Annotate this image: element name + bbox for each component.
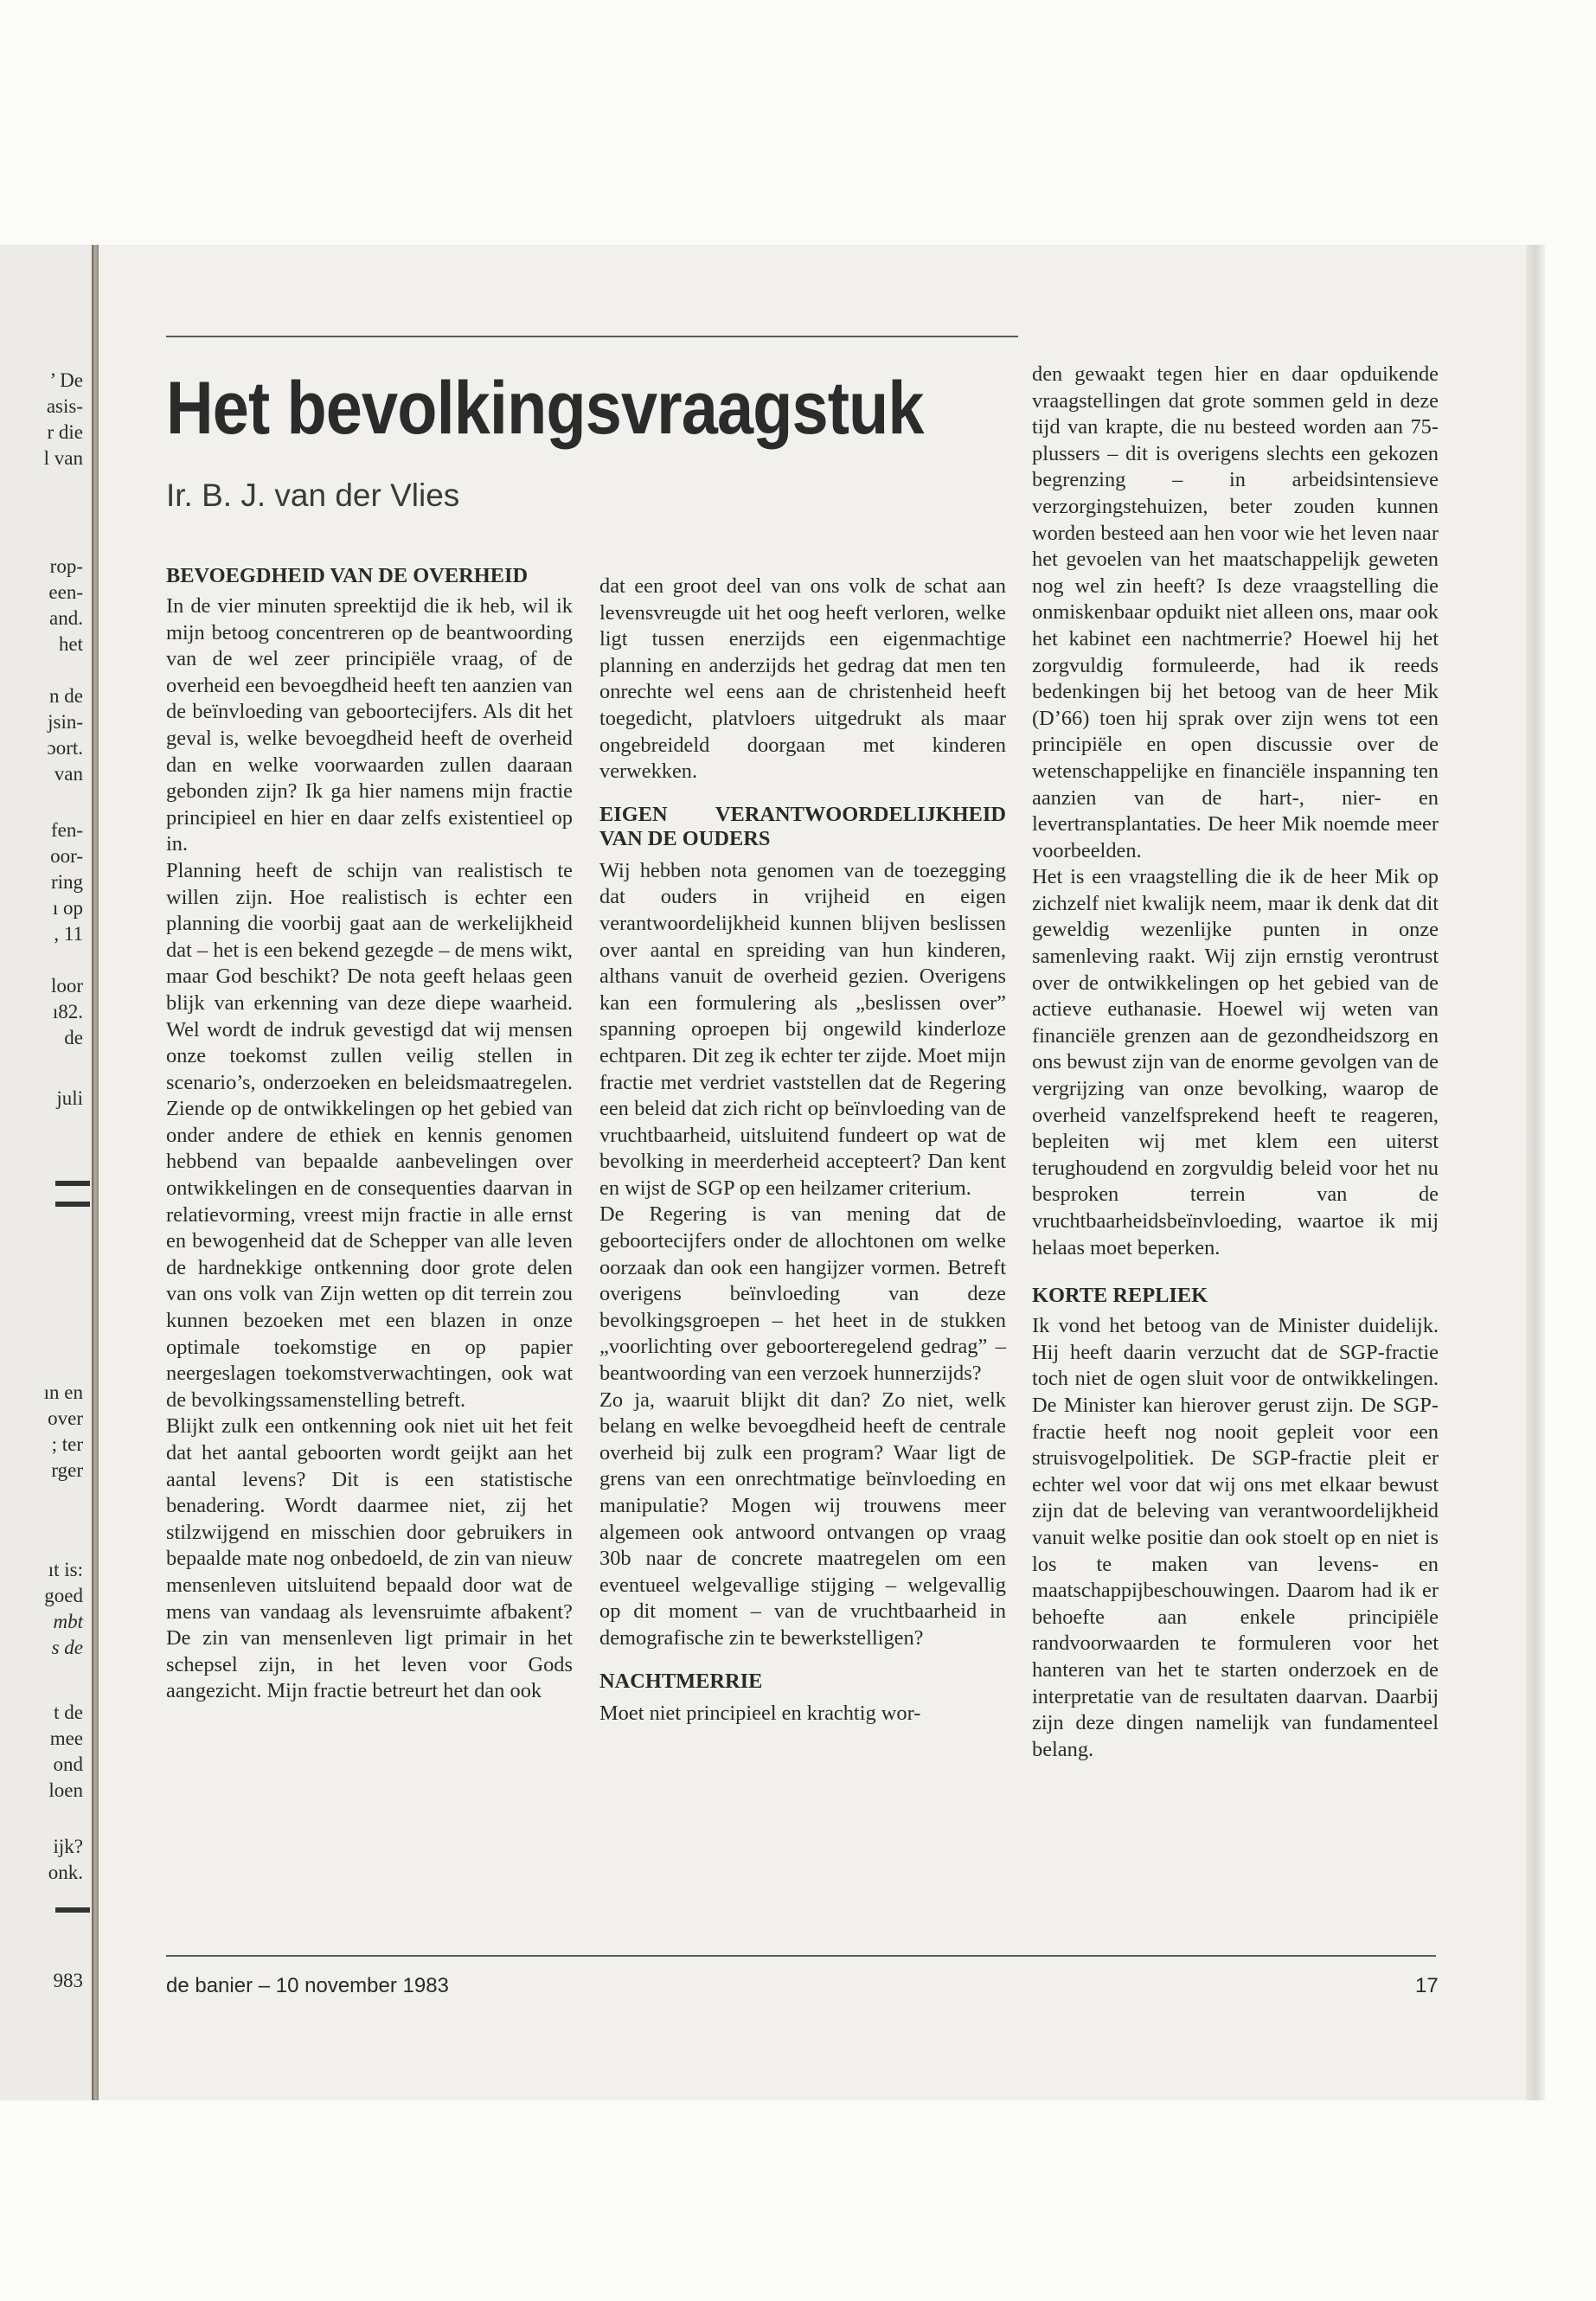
facing-page-fragment: rop-: [49, 555, 83, 577]
paragraph: Planning heeft de schijn van realistisch te willen zijn. Hoe realistisch is echter een planning die voorbij gaat aan de werkelijkheid dat – het is een bekend gezegde – de mens wikt, maar God beschikt? De nota geeft helaas geen blijk van erkenning van deze diepe waarheid. Wel wordt de indruk gevestigd dat wij mensen onze toekomst zullen veilig stellen in scenario’s, onderzoeken en beleidsmaatregelen. Ziende op de ontwikkelingen op het gebied van onder andere de ethiek en kennis genomen hebbend van bepaalde aanbevelingen over ontwikkelingen en de consequenties daarvan in relatievorming, vreest mijn fractie in alle ernst en bewogenheid dat de Schepper van alle leven de hardnekkige ontkenning door grote delen van ons volk van Zijn wetten op dit terrein zou kunnen bezoeken met een blazen in onze optimale toekomstige en op papier neergeslagen toekomstverwachtingen, ook wat de bevolkingssamenstelling betreft.: [166, 858, 573, 1412]
paragraph: Het is een vraagstelling die ik de heer Mik op zichzelf niet kwalijk neem, maar ik denk dat dit geweldig wezenlijke punten in onze samenleving raakt. Wij zijn ernstig verontrust over de ontwikkelingen op het gebied van de actieve euthanasie. Hoewel wij weten van financiële grenzen aan de gezondheidszorg en ons bewust zijn van de enorme gevolgen van de vergrijzing van onze bevolking, waarop de overheid vanzelfsprekend heeft te reageren, bepleiten wij met klem een uiterst terughoudend en zorgvuldig beleid voor het nu besproken terrein van de vruchtbaarheidsbeïnvloeding, waartoe ik mij helaas moet beperken.: [1032, 865, 1439, 1259]
facing-page-rule: [55, 1907, 90, 1913]
footer-rule: [166, 1955, 1436, 1957]
facing-page-fragment: , 11: [54, 923, 83, 945]
facing-page-rule: [55, 1202, 90, 1207]
paragraph: Moet niet principieel en krachtig wor-: [599, 1701, 921, 1725]
paragraph: Blijkt zulk een ontkenning ook niet uit het feit dat het aantal geboorten wordt geijkt aan het aantal levens? Dit is een statistische benadering. Wordt daarmee niet, zij het stilzwijgend en misschien door gebruikers in bepaalde mate nog onbedoeld, de zin van nieuw mensenleven uitsluitend bepaald door wat de mens van vandaag als levensruimte afbakent? De zin van mensenleven ligt primair in het schepsel zijn, in het leven voor Gods aangezicht. Mijn fractie betreurt het dan ook: [166, 1414, 573, 1703]
facing-page-fragment: het: [58, 633, 83, 655]
page-spine: [92, 245, 99, 2100]
facing-page-fragment: onk.: [48, 1862, 83, 1883]
paragraph: Ik vond het betoog van de Minister duidelijk. Hij heeft daarin verzucht dat de SGP-fractie toch niet de ogen sluit voor de ontwikkelingen. De Minister kan hierover gerust zijn. De SGP-fractie heeft nog nooit gepleit voor een struisvogelpolitiek. De SGP-fractie pleit er echter wel voor dat wij ons met elkaar bewust zijn dat de beleving van verantwoordelijkheid vanuit welke positie dan ook stoelt op en niet is los te maken van levens- en maatschappijbeschouwingen. Daarom had ik er behoefte aan enkele principiële randvoorwaarden te formuleren voor het hanteren van het te starten onderzoek en de interpretatie van de resultaten daarvan. Daarbij zijn deze dingen namelijk van fundamenteel belang.: [1032, 1314, 1439, 1761]
facing-page-fragment: 983: [53, 1970, 83, 1991]
facing-page-fragment: r die: [47, 421, 83, 443]
top-rule: [166, 336, 1018, 337]
section-heading: EIGEN VERANTWOORDELIJKHEID VAN DE OUDERS: [599, 802, 1006, 850]
facing-page-fragment: fen-: [50, 819, 83, 841]
facing-page-fragment: ’ De: [49, 369, 83, 391]
facing-page-fragment: goed: [44, 1585, 83, 1606]
paragraph: De Regering is van mening dat de geboortecijfers onder de allochtonen om welke oorzaak dan ook een hangijzer vormen. Betreft overigens beïnvloeding van deze bevolkingsgroepen – het heet in de stukken „voorlichting over geboorteregelend gedrag” – beantwoording van een verzoek hunnerzijds?: [599, 1202, 1006, 1386]
article-column-2: [599, 574, 1006, 1727]
facing-page-fragment: de: [64, 1027, 83, 1048]
article-author: Ir. B. J. van der Vlies: [166, 478, 460, 513]
section-heading: NACHTMERRIE: [599, 1669, 763, 1693]
facing-page-fragment: ond: [53, 1753, 83, 1775]
article-column-3: [1032, 362, 1439, 1763]
page-edge: [1526, 245, 1545, 2100]
facing-page-fragment: s de: [51, 1637, 83, 1658]
facing-page-fragment: ɔort.: [47, 737, 83, 759]
facing-page-fragment: jsin-: [48, 711, 83, 733]
facing-page-fragment: loor: [50, 975, 83, 997]
paragraph: In de vier minuten spreektijd die ik heb, wil ik mijn betoog concentreren op de beantwoording van de wel zeer principiële vraag, of de overheid een bevoegdheid heeft ten aanzien van de beïnvloeding van geboortecijfers. Als dit het geval is, welke bevoegdheid heeft de overheid dan en welke voorwaarden zullen daaraan gebonden zijn? Ik ga hier namens mijn fractie principieel en hier en daar zelfs existentieel op in.: [166, 594, 573, 856]
facing-page-strip: [0, 245, 95, 2100]
facing-page-fragment: and.: [49, 607, 83, 629]
article-title: Het bevolkingsvraagstuk: [166, 367, 924, 450]
facing-page-fragment: asis-: [46, 395, 83, 417]
paragraph: Wij hebben nota genomen van de toezegging dat ouders in vrijheid en eigen verantwoordelijkheid kunnen blijven beslissen over aantal en spreiding van hun kinderen, althans vanuit de overheid gezien. Overigens kan een formulering als „beslissen over” spanning oproepen bij ongewild kinderloze echtparen. Dit zeg ik echter ter zijde. Moet mijn fractie met verdriet vaststellen dat de Regering een beleid dat zich richt op beïnvloeding van de vruchtbaarheid, uitsluitend fundeert op wat de bevolking in meerderheid accepteert? Dan kent en wijst de SGP op een heilzamer criterium.: [599, 858, 1006, 1200]
facing-page-fragment: juli: [56, 1087, 83, 1109]
facing-page-fragment: ; ter: [51, 1433, 83, 1455]
facing-page-fragment: een-: [48, 581, 83, 603]
facing-page-fragment: over: [48, 1407, 83, 1429]
paragraph: Zo ja, waaruit blijkt dit dan? Zo niet, welk belang en welke bevoegdheid heeft de centrale overheid bij zulk een program? Waar ligt de grens van een onrechtmatige beïnvloeding en manipulatie? Mogen wij trouwens meer algemeen ook antwoord ontvangen op vraag 30b naar de concrete maatregelen om een eventueel welgevallige stijging – welgevallig op dit moment – van de vruchtbaarheid in demografische zin te bewerkstelligen?: [599, 1388, 1006, 1650]
facing-page-fragment: n de: [49, 685, 83, 707]
section-heading: KORTE REPLIEK: [1032, 1284, 1208, 1308]
facing-page-fragment: l van: [43, 447, 83, 469]
facing-page-fragment: ijk?: [53, 1836, 83, 1857]
paragraph: dat een groot deel van ons volk de schat aan levensvreugde uit het oog heeft verloren, welke ligt tussen enerzijds een eigenmachtige planning en anderzijds het gedrag dat men ten onrechte wel eens aan de christenheid heeft toegedicht, platvloers uitgedrukt als maar ongebreideld doorgaan met kinderen verwekken.: [599, 574, 1006, 784]
section-heading: BEVOEGDHEID VAN DE OVERHEID: [166, 564, 529, 587]
publication-footer: de banier – 10 november 1983: [166, 1974, 449, 1997]
facing-page-fragment: van: [54, 763, 83, 785]
facing-page-fragment: mee: [49, 1727, 83, 1749]
page-number: 17: [1415, 1974, 1439, 1997]
facing-page-fragment: rger: [51, 1459, 83, 1481]
facing-page-fragment: t de: [54, 1702, 83, 1723]
facing-page-fragment: mbt: [53, 1611, 83, 1632]
facing-page-fragment: ı op: [52, 897, 83, 919]
facing-page-fragment: ıt is:: [48, 1559, 83, 1580]
facing-page-fragment: loen: [48, 1779, 83, 1801]
facing-page-fragment: oor-: [50, 845, 83, 867]
facing-page-fragment: ı82.: [52, 1001, 83, 1022]
article-column-1: [166, 564, 573, 1705]
paragraph: den gewaakt tegen hier en daar opduikende vraagstellingen dat grote sommen geld in deze tijd van krapte, die nu besteed worden aan 75-plussers – dit is overigens slechts een gekozen begrenzing – in arbeidsintensieve verzorgingstehuizen, beter zouden kunnen worden besteed aan hen voor wie het leven naar het gevoelen van het maatschappelijk geweten nog wel zin heeft? Is deze vraagstelling die onmiskenbaar opduikt niet alleen ons, maar ook het kabinet een nachtmerrie? Hoewel hij het zorgvuldig formuleerde, had ik reeds bedenkingen bij het betoog van de heer Mik (D’66) toen hij sprak over zijn wens tot een principiële en open discussie over de wetenschappelijke en financiële inspanning ten aanzien van de hart-, nier- en levertransplantaties. De heer Mik noemde meer voorbeelden.: [1032, 362, 1439, 862]
facing-page-rule: [55, 1181, 90, 1186]
facing-page-fragment: ın en: [43, 1381, 83, 1403]
facing-page-fragment: ring: [50, 871, 83, 893]
